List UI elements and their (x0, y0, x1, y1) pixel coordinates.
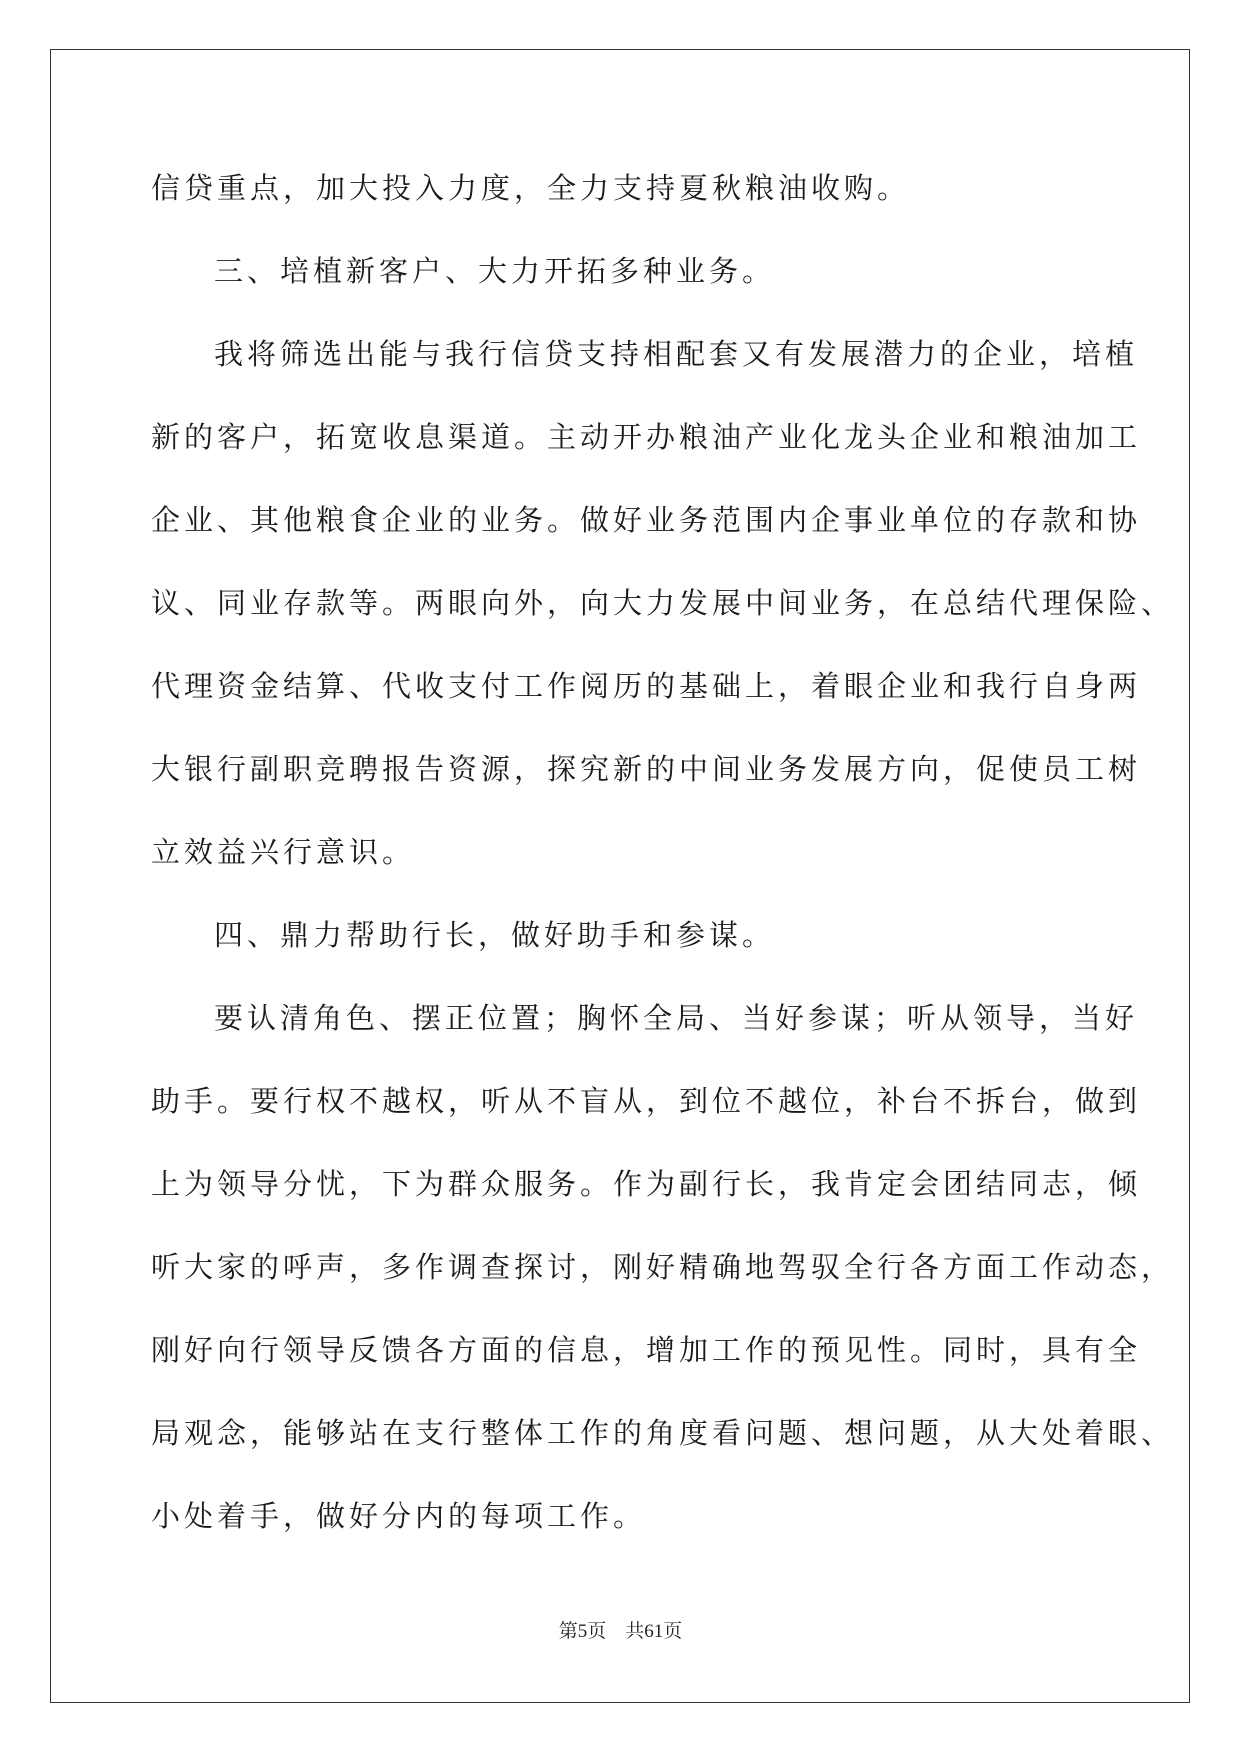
text-line: 刚好向行领导反馈各方面的信息，增加工作的预见性。同时，具有全 (151, 1333, 1142, 1367)
page-prefix: 第 (558, 1621, 578, 1642)
total-suffix: 页 (663, 1621, 683, 1642)
page-number: 5 (577, 1621, 588, 1642)
text-line: 立效益兴行意识。 (151, 835, 416, 869)
text-line: 局观念，能够站在支行整体工作的角度看问题、想问题，从大处着眼、 (151, 1416, 1175, 1450)
text-line: 企业、其他粮食企业的业务。做好业务范围内企事业单位的存款和协 (151, 503, 1142, 537)
text-line: 我将筛选出能与我行信贷支持相配套又有发展潜力的企业，培植 (214, 337, 1139, 371)
text-line: 上为领导分忧，下为群众服务。作为副行长，我肯定会团结同志，倾 (151, 1167, 1142, 1201)
text-line: 议、同业存款等。两眼向外，向大力发展中间业务，在总结代理保险、 (151, 586, 1175, 620)
page-suffix: 页 (587, 1621, 607, 1642)
text-line: 信贷重点，加大投入力度，全力支持夏秋粮油收购。 (151, 171, 911, 205)
section-heading-3: 三、培植新客户、大力开拓多种业务。 (214, 254, 776, 288)
text-line: 助手。要行权不越权，听从不盲从，到位不越位，补台不拆台，做到 (151, 1084, 1142, 1118)
total-pages: 61 (644, 1621, 664, 1642)
document-body (151, 163, 1175, 1574)
total-prefix: 共 (625, 1621, 645, 1642)
text-line: 听大家的呼声，多作调查探讨，刚好精确地驾驭全行各方面工作动态， (151, 1250, 1175, 1284)
text-line: 小处着手，做好分内的每项工作。 (151, 1499, 647, 1533)
text-line: 要认清角色、摆正位置；胸怀全局、当好参谋；听从领导，当好 (214, 1001, 1139, 1035)
section-heading-4: 四、鼎力帮助行长，做好助手和参谋。 (214, 918, 776, 952)
text-line: 新的客户，拓宽收息渠道。主动开办粮油产业化龙头企业和粮油加工 (151, 420, 1142, 454)
page-footer (0, 1616, 1241, 1643)
text-line: 代理资金结算、代收支付工作阅历的基础上，着眼企业和我行自身两 (151, 669, 1142, 703)
text-line: 大银行副职竞聘报告资源，探究新的中间业务发展方向，促使员工树 (151, 752, 1142, 786)
